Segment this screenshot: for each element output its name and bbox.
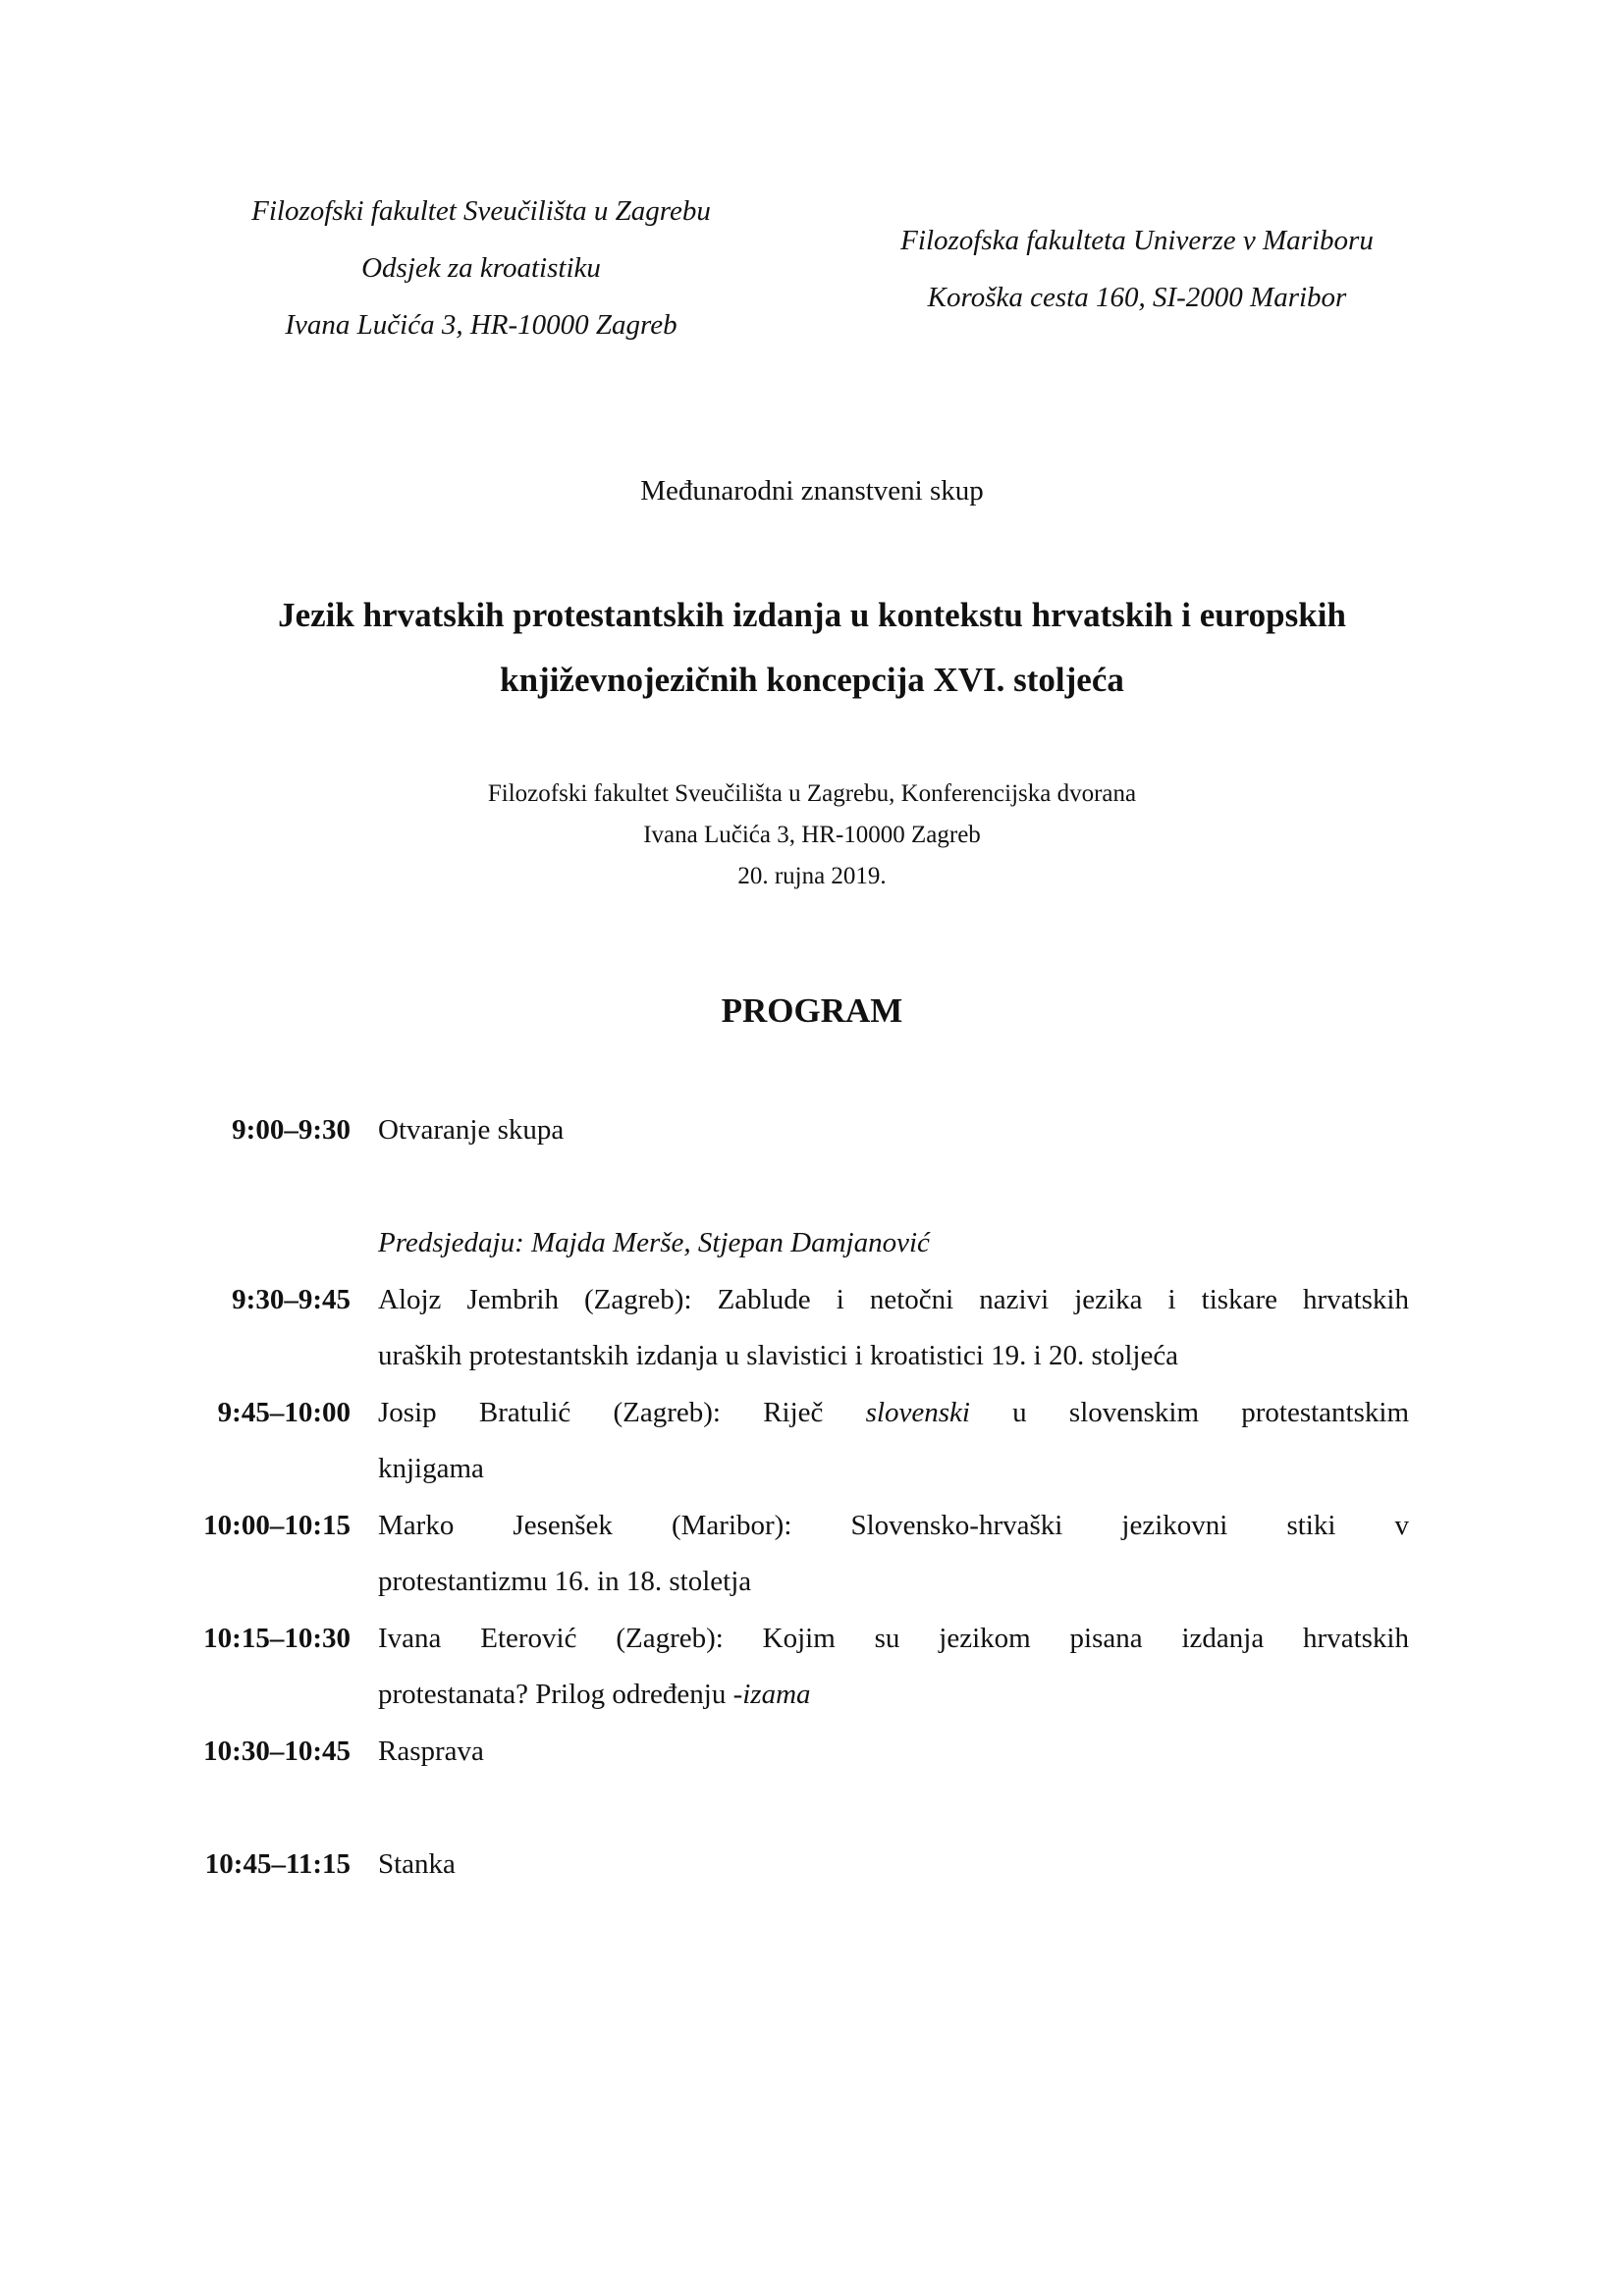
time-slot: 10:15–10:30 — [203, 1622, 351, 1654]
program-heading: PROGRAM — [721, 991, 903, 1030]
time-slot: 9:45–10:00 — [217, 1396, 351, 1428]
event-date: 20. rujna 2019. — [737, 863, 887, 889]
event-subtitle: Međunarodni znanstveni skup — [640, 475, 984, 507]
schedule-row-break — [0, 1837, 1624, 1894]
italic-term: izama — [742, 1679, 811, 1710]
talk-line-2: uraških protestantskih izdanja u slavistici i kroatistici 19. i 20. stoljeća — [378, 1340, 1179, 1371]
session-text: Otvaranje skupa — [378, 1114, 565, 1146]
time-slot: 10:30–10:45 — [203, 1735, 351, 1767]
session-text: Stanka — [378, 1847, 456, 1880]
schedule-row-discussion — [0, 1724, 1624, 1781]
time-slot: 9:30–9:45 — [232, 1283, 351, 1315]
talk-text — [378, 1385, 1409, 1498]
header-right-institution — [842, 212, 1432, 326]
talk-line-1: Alojz Jembrih (Zagreb): Zablude i netočni nazivi jezika i tiskare hrvatskih — [378, 1283, 1409, 1315]
spacer — [0, 1159, 1624, 1216]
schedule-row-talk-3 — [0, 1498, 1624, 1611]
schedule-row-talk-1 — [0, 1272, 1624, 1385]
program-schedule — [0, 1102, 1624, 1893]
talk-text — [378, 1272, 1409, 1385]
schedule-row-chairs — [0, 1215, 1624, 1272]
talk-text — [378, 1498, 1409, 1611]
event-title — [0, 583, 1624, 713]
talk-line-1: Josip Bratulić (Zagreb): Riječ slovenski u slovenskim protestantskim — [378, 1396, 1410, 1428]
header-right-line-2: Koroška cesta 160, SI-2000 Maribor — [927, 282, 1347, 313]
italic-term: slovenski — [865, 1396, 970, 1428]
event-title-line-2: književnojezičnih koncepcija XVI. stoljeća — [500, 661, 1124, 699]
schedule-row-talk-4 — [0, 1611, 1624, 1724]
header-left-line-3: Ivana Lučića 3, HR-10000 Zagreb — [285, 309, 677, 341]
venue-line-2: Ivana Lučića 3, HR-10000 Zagreb — [643, 822, 981, 848]
header-left-line-2: Odsjek za kroatistiku — [361, 252, 601, 284]
header-right-line-1: Filozofska fakulteta Univerze v Mariboru — [900, 225, 1374, 256]
talk-line-2: protestanata? Prilog određenju -izama — [378, 1679, 811, 1710]
talk-line-1: Marko Jesenšek (Maribor): Slovensko-hrvaški jezikovni stiki v — [378, 1509, 1409, 1541]
schedule-row-opening — [0, 1102, 1624, 1159]
header-left-institution — [191, 183, 771, 353]
header-left-line-1: Filozofski fakultet Sveučilišta u Zagrebu — [251, 195, 711, 227]
session-text: Rasprava — [378, 1735, 484, 1767]
event-title-line-1: Jezik hrvatskih protestantskih izdanja u kontekstu hrvatskih i europskih — [278, 596, 1346, 634]
talk-line-1: Ivana Eterović (Zagreb): Kojim su jezikom pisana izdanja hrvatskih — [378, 1622, 1409, 1654]
schedule-row-talk-2 — [0, 1385, 1624, 1498]
time-slot: 10:45–11:15 — [204, 1847, 351, 1880]
venue-line-1: Filozofski fakultet Sveučilišta u Zagrebu, Konferencijska dvorana — [487, 780, 1137, 807]
time-slot: 9:00–9:30 — [232, 1114, 351, 1146]
talk-line-2: protestantizmu 16. in 18. stoletja — [378, 1566, 752, 1597]
talk-text — [378, 1611, 1409, 1724]
event-venue — [0, 774, 1624, 897]
talk-line-2: knjigama — [378, 1453, 484, 1484]
time-slot: 10:00–10:15 — [203, 1509, 351, 1541]
spacer — [0, 1780, 1624, 1837]
session-chairs: Predsjedaju: Majda Merše, Stjepan Damjanović — [378, 1227, 930, 1258]
